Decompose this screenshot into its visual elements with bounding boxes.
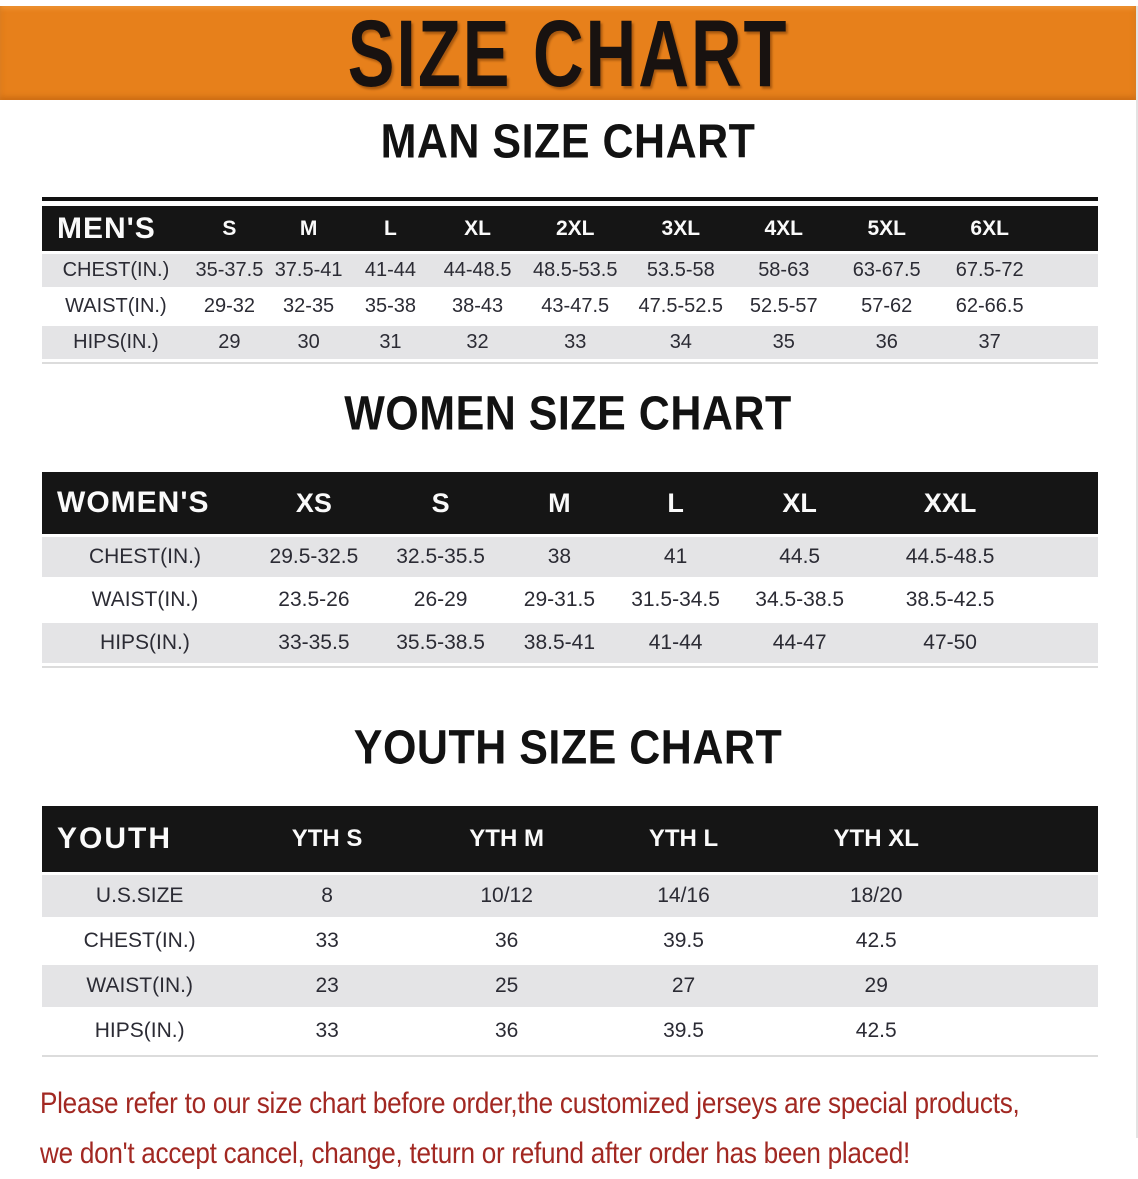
measurement-value-cell: 62-66.5 — [940, 290, 1040, 323]
measurement-value-cell: 48.5-53.5 — [522, 254, 628, 287]
size-column-header: 6XL — [940, 206, 1040, 251]
measurement-value-cell: 39.5 — [596, 1010, 770, 1052]
measurement-value-cell: 14/16 — [596, 875, 770, 917]
women-size-section — [0, 387, 1136, 668]
row-filler-cell — [1035, 623, 1098, 663]
measurement-value-cell: 29-32 — [190, 290, 269, 323]
row-filler-cell — [1040, 290, 1098, 323]
measurement-row — [42, 537, 1098, 577]
measurement-value-cell: 57-62 — [834, 290, 940, 323]
measurement-value-cell: 37 — [940, 326, 1040, 359]
measurement-value-cell: 41 — [618, 537, 734, 577]
table-title-cell: MEN'S — [42, 206, 190, 251]
header-filler-cell — [1035, 472, 1098, 534]
size-column-header: S — [380, 472, 501, 534]
measurement-row — [42, 965, 1098, 1007]
row-filler-cell — [982, 920, 1098, 962]
size-column-header: XS — [248, 472, 380, 534]
measurement-value-cell: 8 — [237, 875, 417, 917]
measurement-value-cell: 43-47.5 — [522, 290, 628, 323]
table-header-row — [42, 806, 1098, 872]
header-filler-cell — [1040, 206, 1098, 251]
size-column-header: 5XL — [834, 206, 940, 251]
measurement-value-cell: 33 — [237, 1010, 417, 1052]
measurement-value-cell: 34 — [628, 326, 734, 359]
size-column-header: XL — [734, 472, 866, 534]
measurement-value-cell: 30 — [269, 326, 348, 359]
measurement-value-cell: 36 — [417, 1010, 597, 1052]
measurement-row — [42, 920, 1098, 962]
measurement-value-cell: 42.5 — [771, 1010, 982, 1052]
size-column-header: L — [618, 472, 734, 534]
measurement-value-cell: 37.5-41 — [269, 254, 348, 287]
size-column-header: YTH M — [417, 806, 597, 872]
measurement-row-label: HIPS(IN.) — [42, 1010, 237, 1052]
table-header-row — [42, 206, 1098, 251]
measurement-value-cell: 35.5-38.5 — [380, 623, 501, 663]
measurement-value-cell: 33 — [522, 326, 628, 359]
youth-size-table — [42, 803, 1098, 1055]
measurement-row — [42, 326, 1098, 359]
measurement-value-cell: 23 — [237, 965, 417, 1007]
measurement-value-cell: 36 — [417, 920, 597, 962]
measurement-value-cell: 58-63 — [734, 254, 834, 287]
table-title-cell: YOUTH — [42, 806, 237, 872]
size-column-header: YTH XL — [771, 806, 982, 872]
size-column-header: M — [269, 206, 348, 251]
men-section-heading: MAN SIZE CHART — [380, 115, 756, 169]
measurement-value-cell: 35 — [734, 326, 834, 359]
measurement-value-cell: 44-47 — [734, 623, 866, 663]
measurement-row-label: WAIST(IN.) — [42, 965, 237, 1007]
measurement-value-cell: 67.5-72 — [940, 254, 1040, 287]
measurement-row — [42, 580, 1098, 620]
measurement-value-cell: 29.5-32.5 — [248, 537, 380, 577]
row-filler-cell — [1040, 326, 1098, 359]
size-column-header: S — [190, 206, 269, 251]
measurement-value-cell: 39.5 — [596, 920, 770, 962]
measurement-row — [42, 623, 1098, 663]
measurement-value-cell: 47-50 — [866, 623, 1035, 663]
size-chart-banner — [0, 0, 1136, 107]
measurement-row-label: WAIST(IN.) — [42, 290, 190, 323]
measurement-value-cell: 10/12 — [417, 875, 597, 917]
measurement-value-cell: 33-35.5 — [248, 623, 380, 663]
banner-title: SIZE CHART — [347, 0, 789, 107]
measurement-value-cell: 31.5-34.5 — [618, 580, 734, 620]
disclaimer — [40, 1079, 1136, 1179]
size-column-header: XXL — [866, 472, 1035, 534]
table-title-cell: WOMEN'S — [42, 472, 248, 534]
measurement-value-cell: 38 — [501, 537, 617, 577]
measurement-value-cell: 41-44 — [618, 623, 734, 663]
measurement-value-cell: 26-29 — [380, 580, 501, 620]
measurement-value-cell: 29 — [771, 965, 982, 1007]
measurement-value-cell: 63-67.5 — [834, 254, 940, 287]
measurement-row-label: HIPS(IN.) — [42, 326, 190, 359]
measurement-value-cell: 52.5-57 — [734, 290, 834, 323]
measurement-row-label: CHEST(IN.) — [42, 537, 248, 577]
measurement-value-cell: 44-48.5 — [433, 254, 523, 287]
header-filler-cell — [982, 806, 1098, 872]
measurement-value-cell: 53.5-58 — [628, 254, 734, 287]
size-column-header: XL — [433, 206, 523, 251]
measurement-row-label: U.S.SIZE — [42, 875, 237, 917]
measurement-row — [42, 254, 1098, 287]
men-size-section — [0, 115, 1136, 364]
youth-size-table-wrap — [42, 803, 1098, 1057]
measurement-row — [42, 1010, 1098, 1052]
size-column-header: 4XL — [734, 206, 834, 251]
size-column-header: M — [501, 472, 617, 534]
measurement-value-cell: 25 — [417, 965, 597, 1007]
measurement-value-cell: 47.5-52.5 — [628, 290, 734, 323]
measurement-value-cell: 32.5-35.5 — [380, 537, 501, 577]
measurement-value-cell: 29 — [190, 326, 269, 359]
men-size-table — [42, 203, 1098, 362]
measurement-value-cell: 23.5-26 — [248, 580, 380, 620]
measurement-row-label: CHEST(IN.) — [42, 254, 190, 287]
measurement-value-cell: 41-44 — [348, 254, 432, 287]
row-filler-cell — [982, 875, 1098, 917]
measurement-value-cell: 42.5 — [771, 920, 982, 962]
row-filler-cell — [982, 965, 1098, 1007]
measurement-value-cell: 38.5-42.5 — [866, 580, 1035, 620]
size-column-header: 2XL — [522, 206, 628, 251]
measurement-value-cell: 35-37.5 — [190, 254, 269, 287]
measurement-value-cell: 32 — [433, 326, 523, 359]
measurement-value-cell: 29-31.5 — [501, 580, 617, 620]
size-column-header: 3XL — [628, 206, 734, 251]
measurement-value-cell: 33 — [237, 920, 417, 962]
measurement-value-cell: 27 — [596, 965, 770, 1007]
measurement-row-label: CHEST(IN.) — [42, 920, 237, 962]
measurement-value-cell: 44.5 — [734, 537, 866, 577]
size-column-header: YTH S — [237, 806, 417, 872]
disclaimer-line-2: we don't accept cancel, change, teturn or refund after order has been placed! — [40, 1137, 910, 1170]
row-filler-cell — [982, 1010, 1098, 1052]
size-column-header: L — [348, 206, 432, 251]
measurement-value-cell: 32-35 — [269, 290, 348, 323]
women-section-heading: WOMEN SIZE CHART — [344, 387, 792, 441]
women-size-table-wrap — [42, 469, 1098, 668]
measurement-value-cell: 38.5-41 — [501, 623, 617, 663]
women-size-table — [42, 469, 1098, 666]
men-size-table-wrap — [42, 197, 1098, 364]
measurement-row — [42, 875, 1098, 917]
row-filler-cell — [1035, 537, 1098, 577]
measurement-row-label: WAIST(IN.) — [42, 580, 248, 620]
measurement-value-cell: 38-43 — [433, 290, 523, 323]
measurement-row — [42, 290, 1098, 323]
measurement-value-cell: 44.5-48.5 — [866, 537, 1035, 577]
measurement-row-label: HIPS(IN.) — [42, 623, 248, 663]
disclaimer-line-1: Please refer to our size chart before order,the customized jerseys are special products, — [40, 1087, 1020, 1120]
table-header-row — [42, 472, 1098, 534]
size-column-header: YTH L — [596, 806, 770, 872]
measurement-value-cell: 36 — [834, 326, 940, 359]
row-filler-cell — [1040, 254, 1098, 287]
measurement-value-cell: 18/20 — [771, 875, 982, 917]
youth-section-heading: YOUTH SIZE CHART — [353, 721, 783, 775]
row-filler-cell — [1035, 580, 1098, 620]
youth-size-section — [0, 721, 1136, 1057]
measurement-value-cell: 35-38 — [348, 290, 432, 323]
measurement-value-cell: 34.5-38.5 — [734, 580, 866, 620]
measurement-value-cell: 31 — [348, 326, 432, 359]
